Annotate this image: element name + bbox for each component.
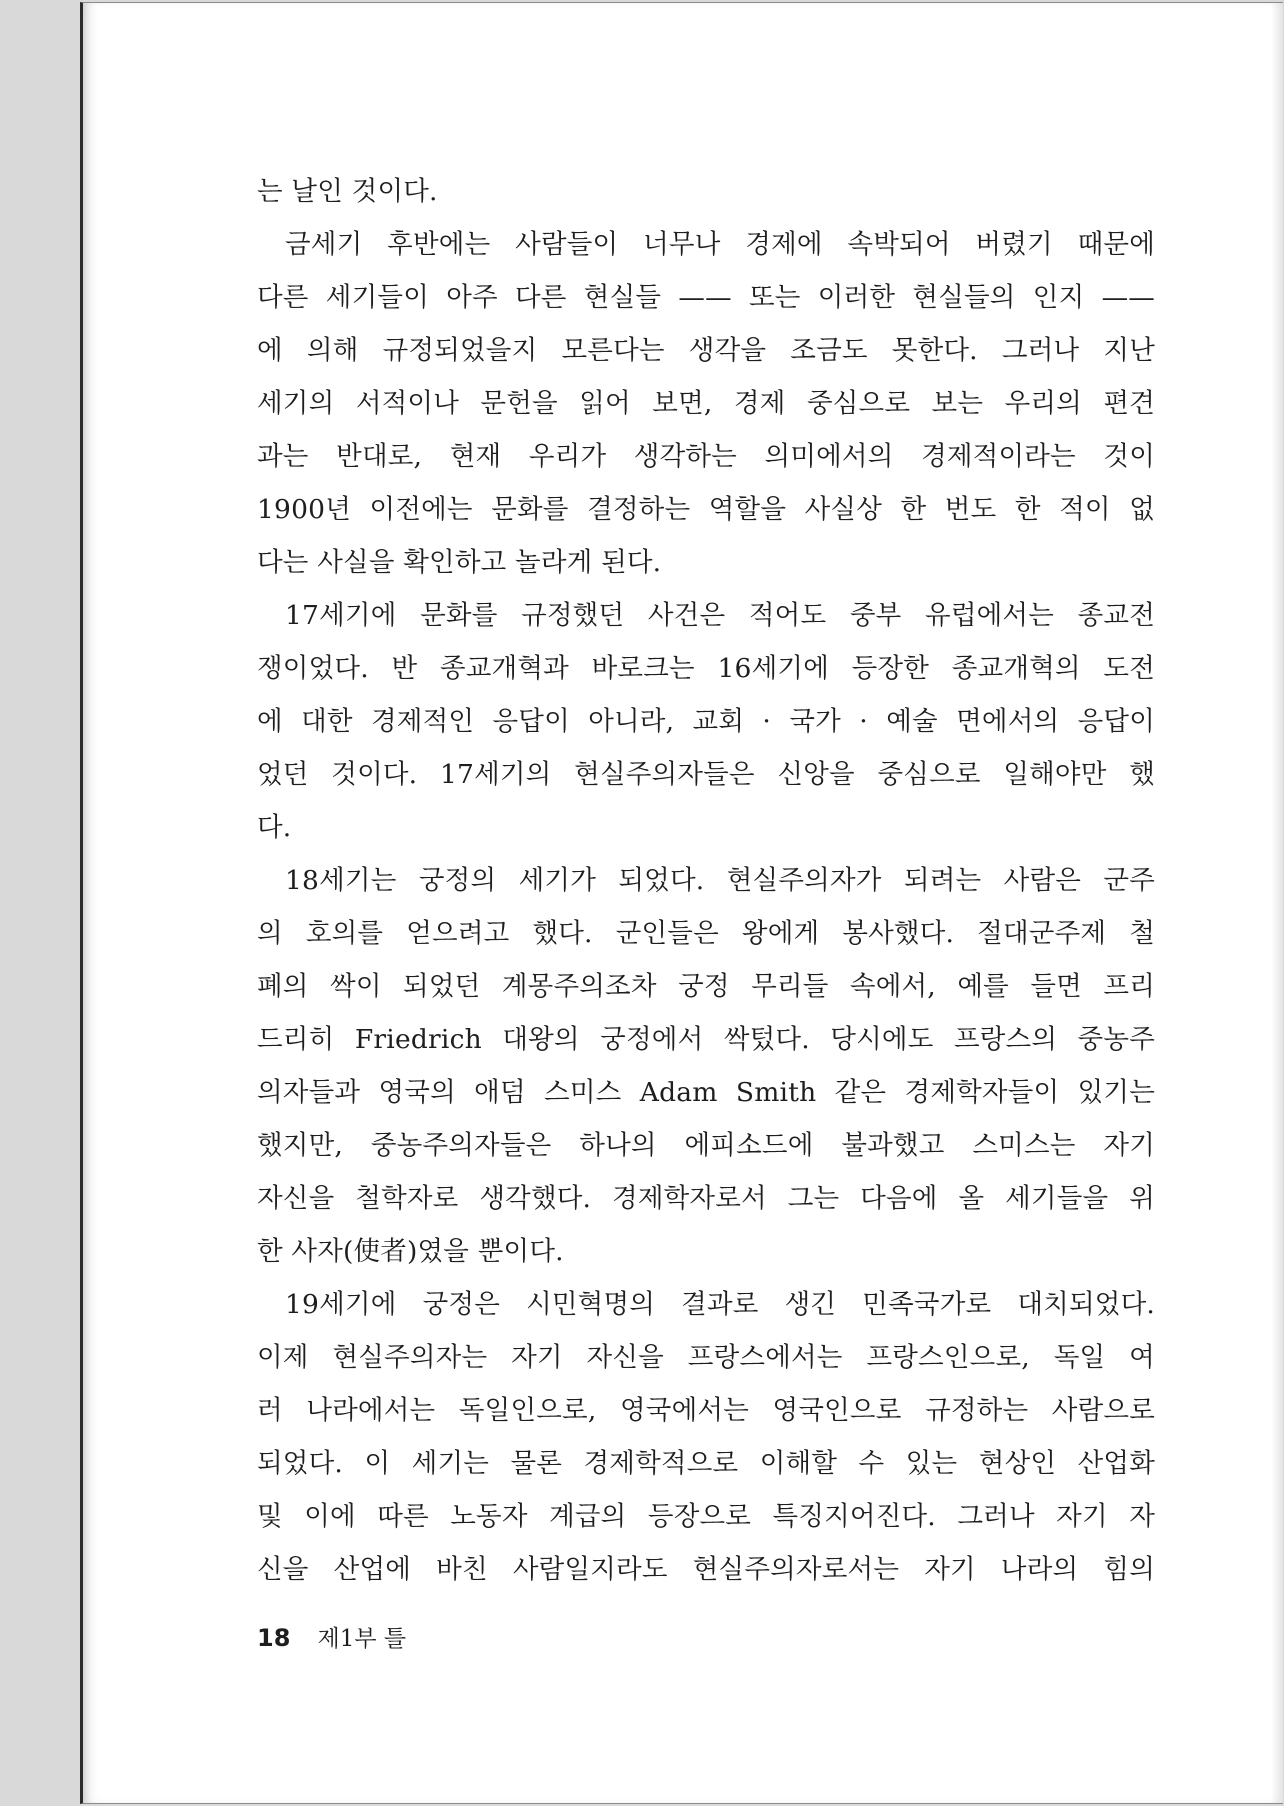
text-line: 러 나라에서는 독일인으로, 영국에서는 영국인으로 규정하는 사람으로	[257, 1395, 1155, 1426]
text-line: 금세기 후반에는 사람들이 너무나 경제에 속박되어 버렸기 때문에	[285, 229, 1155, 260]
body-text	[257, 165, 1155, 1596]
page-number: 18	[257, 1624, 291, 1652]
text-line: 다른 세기들이 아주 다른 현실들 —— 또는 이러한 현실들의 인지 ——	[257, 282, 1155, 313]
text-line: 자신을 철학자로 생각했다. 경제학자로서 그는 다음에 올 세기들을 위	[257, 1183, 1155, 1214]
text-line: 17세기에 문화를 규정했던 사건은 적어도 중부 유럽에서는 종교전	[285, 600, 1155, 631]
text-line: 18세기는 궁정의 세기가 되었다. 현실주의자가 되려는 사람은 군주	[285, 865, 1155, 896]
text-line: 의 호의를 얻으려고 했다. 군인들은 왕에게 봉사했다. 절대군주제 철	[257, 918, 1155, 949]
page-footer	[257, 1620, 406, 1656]
text-line: 었던 것이다. 17세기의 현실주의자들은 신앙을 중심으로 일해야만 했	[257, 759, 1155, 790]
text-line: 폐의 싹이 되었던 계몽주의조차 궁정 무리들 속에서, 예를 들면 프리	[257, 971, 1155, 1002]
text-line: 한 사자(使者)였을 뿐이다.	[257, 1236, 564, 1267]
text-line: 다는 사실을 확인하고 놀라게 된다.	[257, 547, 662, 578]
text-line: 세기의 서적이나 문헌을 읽어 보면, 경제 중심으로 보는 우리의 편견	[257, 388, 1155, 419]
text-line: 이제 현실주의자는 자기 자신을 프랑스에서는 프랑스인으로, 독일 여	[257, 1342, 1155, 1373]
text-line: 했지만, 중농주의자들은 하나의 에피소드에 불과했고 스미스는 자기	[257, 1130, 1155, 1161]
text-line: 및 이에 따른 노동자 계급의 등장으로 특징지어진다. 그러나 자기 자	[257, 1501, 1155, 1532]
text-line: 에 의해 규정되었을지 모른다는 생각을 조금도 못한다. 그러나 지난	[257, 335, 1155, 366]
text-line: 1900년 이전에는 문화를 결정하는 역할을 사실상 한 번도 한 적이 없	[257, 494, 1155, 525]
text-line: 다.	[257, 812, 292, 843]
text-line: 19세기에 궁정은 시민혁명의 결과로 생긴 민족국가로 대치되었다.	[285, 1289, 1155, 1320]
text-line: 는 날인 것이다.	[257, 176, 438, 207]
text-line: 쟁이었다. 반 종교개혁과 바로크는 16세기에 등장한 종교개혁의 도전	[257, 653, 1155, 684]
book-page	[80, 2, 1283, 1804]
text-line: 신을 산업에 바친 사람일지라도 현실주의자로서는 자기 나라의 힘의	[257, 1554, 1155, 1585]
text-line: 과는 반대로, 현재 우리가 생각하는 의미에서의 경제적이라는 것이	[257, 441, 1155, 472]
text-line: 되었다. 이 세기는 물론 경제학적으로 이해할 수 있는 현상인 산업화	[257, 1448, 1155, 1479]
text-line: 의자들과 영국의 애덤 스미스 Adam Smith 같은 경제학자들이 있기는	[257, 1077, 1155, 1108]
text-line: 에 대한 경제적인 응답이 아니라, 교회 · 국가 · 예술 면에서의 응답이	[257, 706, 1155, 737]
running-head: 제1부 틀	[317, 1626, 407, 1652]
text-line: 드리히 Friedrich 대왕의 궁정에서 싹텄다. 당시에도 프랑스의 중농주	[257, 1024, 1155, 1055]
